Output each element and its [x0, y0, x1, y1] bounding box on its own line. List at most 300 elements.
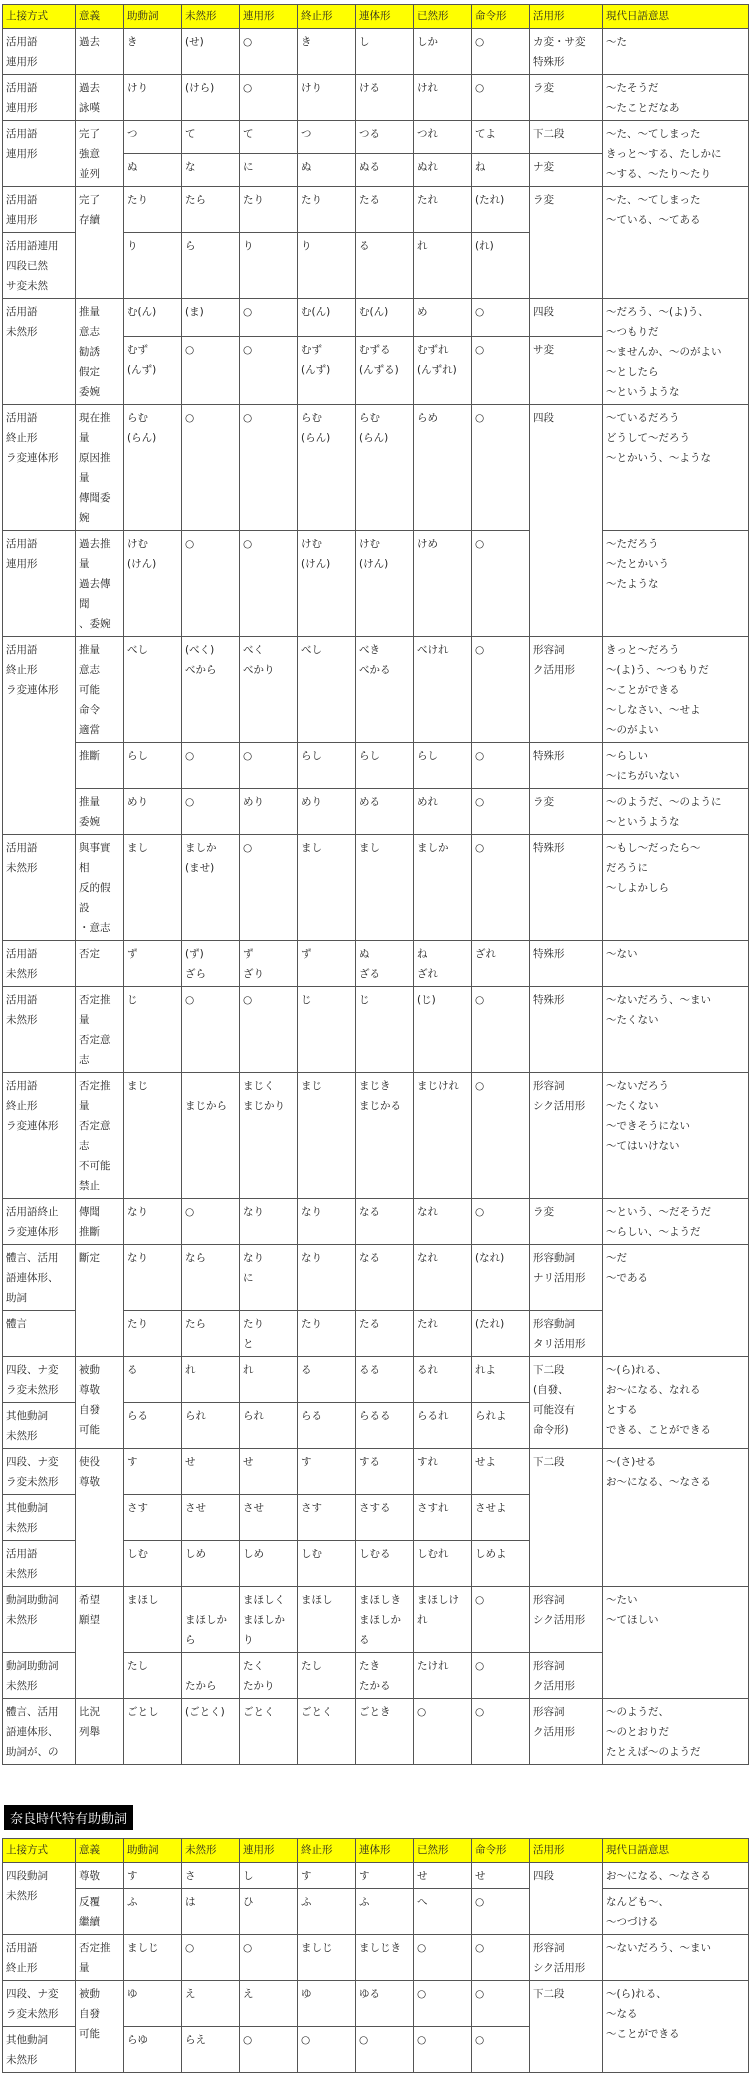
table-cell: 四段、ナ変 ラ変未然形 [3, 1449, 76, 1495]
table-cell: し [240, 1863, 298, 1889]
table-cell: ○ [472, 2027, 530, 2073]
table-cell: 〜ているだろう どうして〜だろう 〜とかいう、〜ような [603, 405, 749, 531]
table-cell: 推量 意志 勧誘 假定 委婉 [76, 299, 124, 405]
table-cell: じ [356, 987, 414, 1073]
table-cell: らるる [356, 1403, 414, 1449]
table-cell: 〜のようだ、 〜のとおりだ たとえば〜のようだ [603, 1699, 749, 1765]
table-cell: 下二段 [530, 1449, 603, 1587]
table-cell: まじ [298, 1073, 356, 1199]
column-header: 連用形 [240, 5, 298, 29]
table-cell: ぬ [298, 154, 356, 187]
table-cell: 過去 詠嘆 [76, 75, 124, 121]
table-cell: ざれ [472, 941, 530, 987]
table-cell: たれ [414, 187, 472, 233]
table-cell: 〜たい 〜てほしい [603, 1587, 749, 1699]
table-cell: 特殊形 [530, 987, 603, 1073]
section-heading [4, 1805, 748, 1830]
table-cell: ○ [472, 1653, 530, 1699]
table-cell: 活用語 終止形 ラ変連体形 [3, 405, 76, 531]
table-cell: ○ [356, 2027, 414, 2073]
column-header: 終止形 [298, 1839, 356, 1863]
table-cell: 〜た、〜てしまった きっと〜する、たしかに 〜する、〜たり〜たり [603, 121, 749, 187]
table-cell: たから [182, 1653, 240, 1699]
table-cell: 活用語 未然形 [3, 299, 76, 405]
table-cell: さする [356, 1495, 414, 1541]
table-cell: らむ (らん) [124, 405, 182, 531]
table-cell: ○ [472, 835, 530, 941]
table-cell: さす [298, 1495, 356, 1541]
table-cell: ○ [414, 1935, 472, 1981]
table-cell: 形容動詞 ナリ活用形 [530, 1245, 603, 1311]
table-cell: られ [240, 1403, 298, 1449]
table-cell: ○ [472, 789, 530, 835]
table-cell: られ [182, 1403, 240, 1449]
table-cell: 活用語終止 ラ変連体形 [3, 1199, 76, 1245]
table-cell: す [124, 1863, 182, 1889]
column-header: 連体形 [356, 1839, 414, 1863]
table-cell: なり に [240, 1245, 298, 1311]
table-cell: しむ [298, 1541, 356, 1587]
table-cell: 過去推量 過去傳聞 、委婉 [76, 531, 124, 637]
table-cell: ○ [472, 987, 530, 1073]
table-cell: 推量 委婉 [76, 789, 124, 835]
table-cell: ラ変 [530, 75, 603, 121]
table-cell: けむ (けん) [356, 531, 414, 637]
table-cell: たり [298, 1311, 356, 1357]
table-cell: ○ [472, 1073, 530, 1199]
table-cell: 體言、活用 語連体形、 助詞が、の [3, 1699, 76, 1765]
table-cell: らる [298, 1403, 356, 1449]
table-cell: まほしく まほしかり [240, 1587, 298, 1653]
table-cell: れよ [472, 1357, 530, 1403]
table-cell: 特殊形 [530, 835, 603, 941]
table-cell: 其他動詞 未然形 [3, 1403, 76, 1449]
table-cell: す [356, 1863, 414, 1889]
table-cell: らゆ [124, 2027, 182, 2073]
table-cell: ○ [472, 531, 530, 637]
table-cell: 形容詞 ク活用形 [530, 637, 603, 743]
table-cell: しめ [182, 1541, 240, 1587]
table-cell: ○ [182, 1935, 240, 1981]
table-cell: たけれ [414, 1653, 472, 1699]
table-cell: 活用語 未然形 [3, 987, 76, 1073]
table-cell: す [124, 1449, 182, 1495]
table-cell: 四段 [530, 299, 603, 337]
table-row [3, 743, 749, 789]
table-cell: たき たかる [356, 1653, 414, 1699]
table-cell: けれ [414, 75, 472, 121]
table-cell: しむる [356, 1541, 414, 1587]
table-cell: ごとく [298, 1699, 356, 1765]
column-header: 命令形 [472, 5, 530, 29]
table-cell: 被動 自發 可能 [76, 1981, 124, 2073]
table-cell: ぬる [356, 154, 414, 187]
column-header: 未然形 [182, 1839, 240, 1863]
table-cell: 活用語 連用形 [3, 75, 76, 121]
table-cell: 否定推量 否定意志 不可能 禁止 [76, 1073, 124, 1199]
column-header: 終止形 [298, 5, 356, 29]
table-cell: ぬれ [414, 154, 472, 187]
nara-auxiliary-verb-table [2, 1838, 749, 2073]
table-cell: (たれ) [472, 1311, 530, 1357]
table-cell: せよ [472, 1449, 530, 1495]
table-cell: ○ [472, 337, 530, 405]
table-cell: ○ [298, 2027, 356, 2073]
table-cell: 被動 尊敬 自發 可能 [76, 1357, 124, 1449]
table-cell: さす [124, 1495, 182, 1541]
table-cell: 否定推量 [76, 1935, 124, 1981]
table-cell: り [240, 233, 298, 299]
table-cell: 〜たそうだ 〜たことだなあ [603, 75, 749, 121]
table-cell: ナ変 [530, 154, 603, 187]
table-cell: 四段 [530, 1863, 603, 1935]
table-cell: ○ [472, 299, 530, 337]
table-cell: ぬ ざる [356, 941, 414, 987]
table-cell: ぬ [124, 154, 182, 187]
table-cell: (れ) [472, 233, 530, 299]
table-cell: 〜ないだろう 〜たくない 〜できそうにない 〜てはいけない [603, 1073, 749, 1199]
table-cell: ○ [182, 743, 240, 789]
table-cell: たし [124, 1653, 182, 1699]
table-cell: つ [298, 121, 356, 154]
table-cell: 〜という、〜だそうだ 〜らしい、〜ようだ [603, 1199, 749, 1245]
table-cell: 〜らしい 〜にちがいない [603, 743, 749, 789]
table-cell: ○ [472, 29, 530, 75]
table-cell: 下二段 (自發、 可能沒有 命令形) [530, 1357, 603, 1449]
column-header: 已然形 [414, 5, 472, 29]
table-cell: むず (んず) [298, 337, 356, 405]
table-cell: ゆる [356, 1981, 414, 2027]
table-cell: 與事實相 反的假設 ・意志 [76, 835, 124, 941]
table-cell: む(ん) [356, 299, 414, 337]
table-cell: べし [298, 637, 356, 743]
table-cell: なら [182, 1245, 240, 1311]
table-cell: ゆ [298, 1981, 356, 2027]
table-cell: 完了 強意 並列 [76, 121, 124, 187]
table-cell: ましじ [124, 1935, 182, 1981]
table-cell: るれ [414, 1357, 472, 1403]
table-cell: ましか [414, 835, 472, 941]
table-cell: 下二段 [530, 121, 603, 154]
section-title: 奈良時代特有助動詞 [4, 1805, 133, 1830]
table-cell: める [356, 789, 414, 835]
table-cell: ず [124, 941, 182, 987]
table-cell: 使役 尊敬 [76, 1449, 124, 1587]
table-cell: 〜だろう、〜(よ)う、 〜つもりだ 〜ませんか、〜のがよい 〜としたら 〜というような [603, 299, 749, 405]
table-cell: 其他動詞 未然形 [3, 1495, 76, 1541]
table-cell: 活用語 連用形 [3, 187, 76, 233]
table-cell: に [240, 154, 298, 187]
table-cell: させよ [472, 1495, 530, 1541]
table-cell: ○ [472, 1935, 530, 1981]
table-cell: (なれ) [472, 1245, 530, 1311]
table-cell: (べく) べから [182, 637, 240, 743]
table-cell: てよ [472, 121, 530, 154]
table-cell: 體言 [3, 1311, 76, 1357]
table-cell: 特殊形 [530, 941, 603, 987]
table-row [3, 637, 749, 743]
table-cell: ○ [472, 743, 530, 789]
table-cell: たり [124, 187, 182, 233]
table-cell: れ [182, 1357, 240, 1403]
table-row [3, 1449, 749, 1495]
table-cell: 推斷 [76, 743, 124, 789]
table-cell: 完了 存續 [76, 187, 124, 299]
table-cell: 斷定 [76, 1245, 124, 1357]
table-cell: ○ [240, 29, 298, 75]
table-cell: つ [124, 121, 182, 154]
table-cell: 活用語 終止形 ラ変連体形 [3, 1073, 76, 1199]
table-cell: は [182, 1889, 240, 1935]
table-cell: たり [298, 187, 356, 233]
column-header: 活用形 [530, 5, 603, 29]
table-cell: 現在推量 原因推量 傳聞委婉 [76, 405, 124, 531]
table-cell: たる [356, 187, 414, 233]
table-cell: 動詞助動詞 未然形 [3, 1587, 76, 1653]
table-cell: つれ [414, 121, 472, 154]
table-cell: む(ん) [124, 299, 182, 337]
table-cell: ふ [124, 1889, 182, 1935]
table-cell: なれ [414, 1245, 472, 1311]
table-cell: きっと〜だろう 〜(よ)う、〜つもりだ 〜ことができる 〜しなさい、〜せよ 〜のがよい [603, 637, 749, 743]
table-cell: ら [182, 233, 240, 299]
table-cell: き [298, 29, 356, 75]
table-row [3, 941, 749, 987]
table-cell: せ [414, 1863, 472, 1889]
table-cell: 傳聞 推斷 [76, 1199, 124, 1245]
table-cell: る [124, 1357, 182, 1403]
table-cell: り [298, 233, 356, 299]
table-cell: らえ [182, 2027, 240, 2073]
table-cell: 形容詞 ク活用形 [530, 1699, 603, 1765]
main-auxiliary-verb-table [2, 4, 749, 1765]
table-cell: (ず) ざら [182, 941, 240, 987]
table-cell: まほし [298, 1587, 356, 1653]
column-header: 意義 [76, 1839, 124, 1863]
table-cell: 〜ただろう 〜たとかいう 〜たような [603, 531, 749, 637]
table-cell: ごとく [240, 1699, 298, 1765]
column-header: 連用形 [240, 1839, 298, 1863]
table-cell: カ変・サ変 特殊形 [530, 29, 603, 75]
table-row [3, 187, 749, 233]
table-cell: ○ [240, 987, 298, 1073]
table-cell: ○ [182, 337, 240, 405]
table-cell: 形容詞 シク活用形 [530, 1073, 603, 1199]
table-cell: ○ [182, 987, 240, 1073]
table-cell: 〜もし〜だったら〜 だろうに 〜しよかしら [603, 835, 749, 941]
table-cell: 體言、活用 語連体形、 助詞 [3, 1245, 76, 1311]
table-cell: 下二段 [530, 1981, 603, 2073]
table-cell: ○ [472, 1981, 530, 2027]
table-cell: 特殊形 [530, 743, 603, 789]
table-header [3, 1839, 749, 1863]
table-cell: ふ [298, 1889, 356, 1935]
table-cell: する [356, 1449, 414, 1495]
table-cell: 〜ないだろう、〜まい 〜たくない [603, 987, 749, 1073]
table-row [3, 1199, 749, 1245]
table-cell: ○ [240, 405, 298, 531]
table-cell: たり と [240, 1311, 298, 1357]
table-cell: たり [124, 1311, 182, 1357]
column-header: 助動詞 [124, 1839, 182, 1863]
table-cell: ○ [240, 1935, 298, 1981]
table-cell: ゆ [124, 1981, 182, 2027]
table-row [3, 29, 749, 75]
column-header: 現代日語意思 [603, 1839, 749, 1863]
table-cell: 四段 [530, 405, 603, 637]
table-cell: (たれ) [472, 187, 530, 233]
table-cell: ○ [414, 1981, 472, 2027]
table-cell: 活用語連用 四段已然 サ変未然 [3, 233, 76, 299]
table-cell: めり [124, 789, 182, 835]
table-cell: らし [414, 743, 472, 789]
table-cell: 形容詞 シク活用形 [530, 1587, 603, 1653]
table-row [3, 75, 749, 121]
table-cell: ○ [472, 405, 530, 531]
table-cell: じ [124, 987, 182, 1073]
table-cell: つる [356, 121, 414, 154]
table-cell: なり [240, 1199, 298, 1245]
table-cell: ○ [414, 2027, 472, 2073]
table-cell: 形容詞 シク活用形 [530, 1935, 603, 1981]
table-cell: (けら) [182, 75, 240, 121]
table-cell: しむれ [414, 1541, 472, 1587]
table-cell: ○ [240, 2027, 298, 2073]
table-cell: なり [124, 1245, 182, 1311]
table-cell: 活用語 連用形 [3, 29, 76, 75]
table-cell: たく たかり [240, 1653, 298, 1699]
table-cell: し [356, 29, 414, 75]
table-cell: 過去 [76, 29, 124, 75]
table-cell: しめよ [472, 1541, 530, 1587]
table-cell: たる [356, 1311, 414, 1357]
table-cell: べけれ [414, 637, 472, 743]
table-cell: ね ざれ [414, 941, 472, 987]
table-cell: き [124, 29, 182, 75]
table-cell: せ [182, 1449, 240, 1495]
table-row [3, 1935, 749, 1981]
table-cell: まじから [182, 1073, 240, 1199]
table-cell: 活用語 終止形 [3, 1935, 76, 1981]
table-cell: お〜になる、〜なさる [603, 1863, 749, 1889]
column-header: 連体形 [356, 5, 414, 29]
column-header: 未然形 [182, 5, 240, 29]
table-cell: らめ [414, 405, 472, 531]
table-cell: なる [356, 1199, 414, 1245]
table-cell: 其他動詞 未然形 [3, 2027, 76, 2073]
table-cell: ラ変 [530, 1199, 603, 1245]
table-cell: ○ [472, 75, 530, 121]
table-cell: て [182, 121, 240, 154]
table-cell: ○ [472, 1199, 530, 1245]
table-cell: ○ [182, 531, 240, 637]
table-cell: むず (んず) [124, 337, 182, 405]
table-header [3, 5, 749, 29]
table-cell: 〜た、〜てしまった 〜ている、〜てある [603, 187, 749, 299]
table-cell: ず ざり [240, 941, 298, 987]
table-cell: しむ [124, 1541, 182, 1587]
table-cell: たし [298, 1653, 356, 1699]
table-cell: まほしき まほしかる [356, 1587, 414, 1653]
column-header: 已然形 [414, 1839, 472, 1863]
table-cell: 希望 願望 [76, 1587, 124, 1699]
table-row [3, 789, 749, 835]
table-cell: さすれ [414, 1495, 472, 1541]
table-cell: らし [124, 743, 182, 789]
table-cell: 比況 列舉 [76, 1699, 124, 1765]
table-cell: 〜のようだ、〜のように 〜というような [603, 789, 749, 835]
table-cell: させ [182, 1495, 240, 1541]
table-cell: な [182, 154, 240, 187]
table-cell: 否定推量 否定意志 [76, 987, 124, 1073]
table-cell: なる [356, 1245, 414, 1311]
column-header: 命令形 [472, 1839, 530, 1863]
table-cell: なれ [414, 1199, 472, 1245]
table-cell: らるれ [414, 1403, 472, 1449]
table-cell: 〜(ら)れる、 お〜になる、なれる とする できる、ことができる [603, 1357, 749, 1449]
table-cell: 四段動詞 未然形 [3, 1863, 76, 1935]
table-cell: けり [124, 75, 182, 121]
table-cell: ましじ [298, 1935, 356, 1981]
table-cell: しか [414, 29, 472, 75]
table-cell: らし [356, 743, 414, 789]
table-cell: べき べかる [356, 637, 414, 743]
table-row [3, 1699, 749, 1765]
table-cell: めり [240, 789, 298, 835]
table-cell: るる [356, 1357, 414, 1403]
table-cell: (せ) [182, 29, 240, 75]
table-cell: めり [298, 789, 356, 835]
table-cell: むずれ (んずれ) [414, 337, 472, 405]
table-cell: え [240, 1981, 298, 2027]
table-cell: 否定 [76, 941, 124, 987]
table-cell: ○ [182, 405, 240, 531]
table-cell: けむ (けん) [124, 531, 182, 637]
table-cell: めれ [414, 789, 472, 835]
table-cell: ごとし [124, 1699, 182, 1765]
table-row [3, 1863, 749, 1889]
table-row [3, 835, 749, 941]
table-cell: 反覆 繼續 [76, 1889, 124, 1935]
table-cell: らし [298, 743, 356, 789]
table-cell: る [356, 233, 414, 299]
table-row [3, 1357, 749, 1403]
table-cell: なり [298, 1245, 356, 1311]
table-row [3, 1587, 749, 1653]
table-cell: 動詞助動詞 未然形 [3, 1653, 76, 1699]
table-cell: 四段、ナ変 ラ変未然形 [3, 1357, 76, 1403]
table-cell: 活用語 未然形 [3, 835, 76, 941]
table-cell: れ [240, 1357, 298, 1403]
column-header: 意義 [76, 5, 124, 29]
table-cell: ○ [472, 1587, 530, 1653]
table-cell: る [298, 1357, 356, 1403]
table-row [3, 1981, 749, 2027]
table-cell: 〜た [603, 29, 749, 75]
table-cell: 活用語 未然形 [3, 1541, 76, 1587]
table-cell: 〜ないだろう、〜まい [603, 1935, 749, 1981]
table-cell: すれ [414, 1449, 472, 1495]
table-row [3, 1889, 749, 1935]
table-cell: しめ [240, 1541, 298, 1587]
table-cell: まほしから [182, 1587, 240, 1653]
table-cell: けむ (けん) [298, 531, 356, 637]
table-cell: 〜(さ)せる お〜になる、〜なさる [603, 1449, 749, 1587]
table-cell: ○ [472, 1699, 530, 1765]
table-cell: ラ変 [530, 789, 603, 835]
table-cell: まじけれ [414, 1073, 472, 1199]
table-cell: まほしけれ [414, 1587, 472, 1653]
